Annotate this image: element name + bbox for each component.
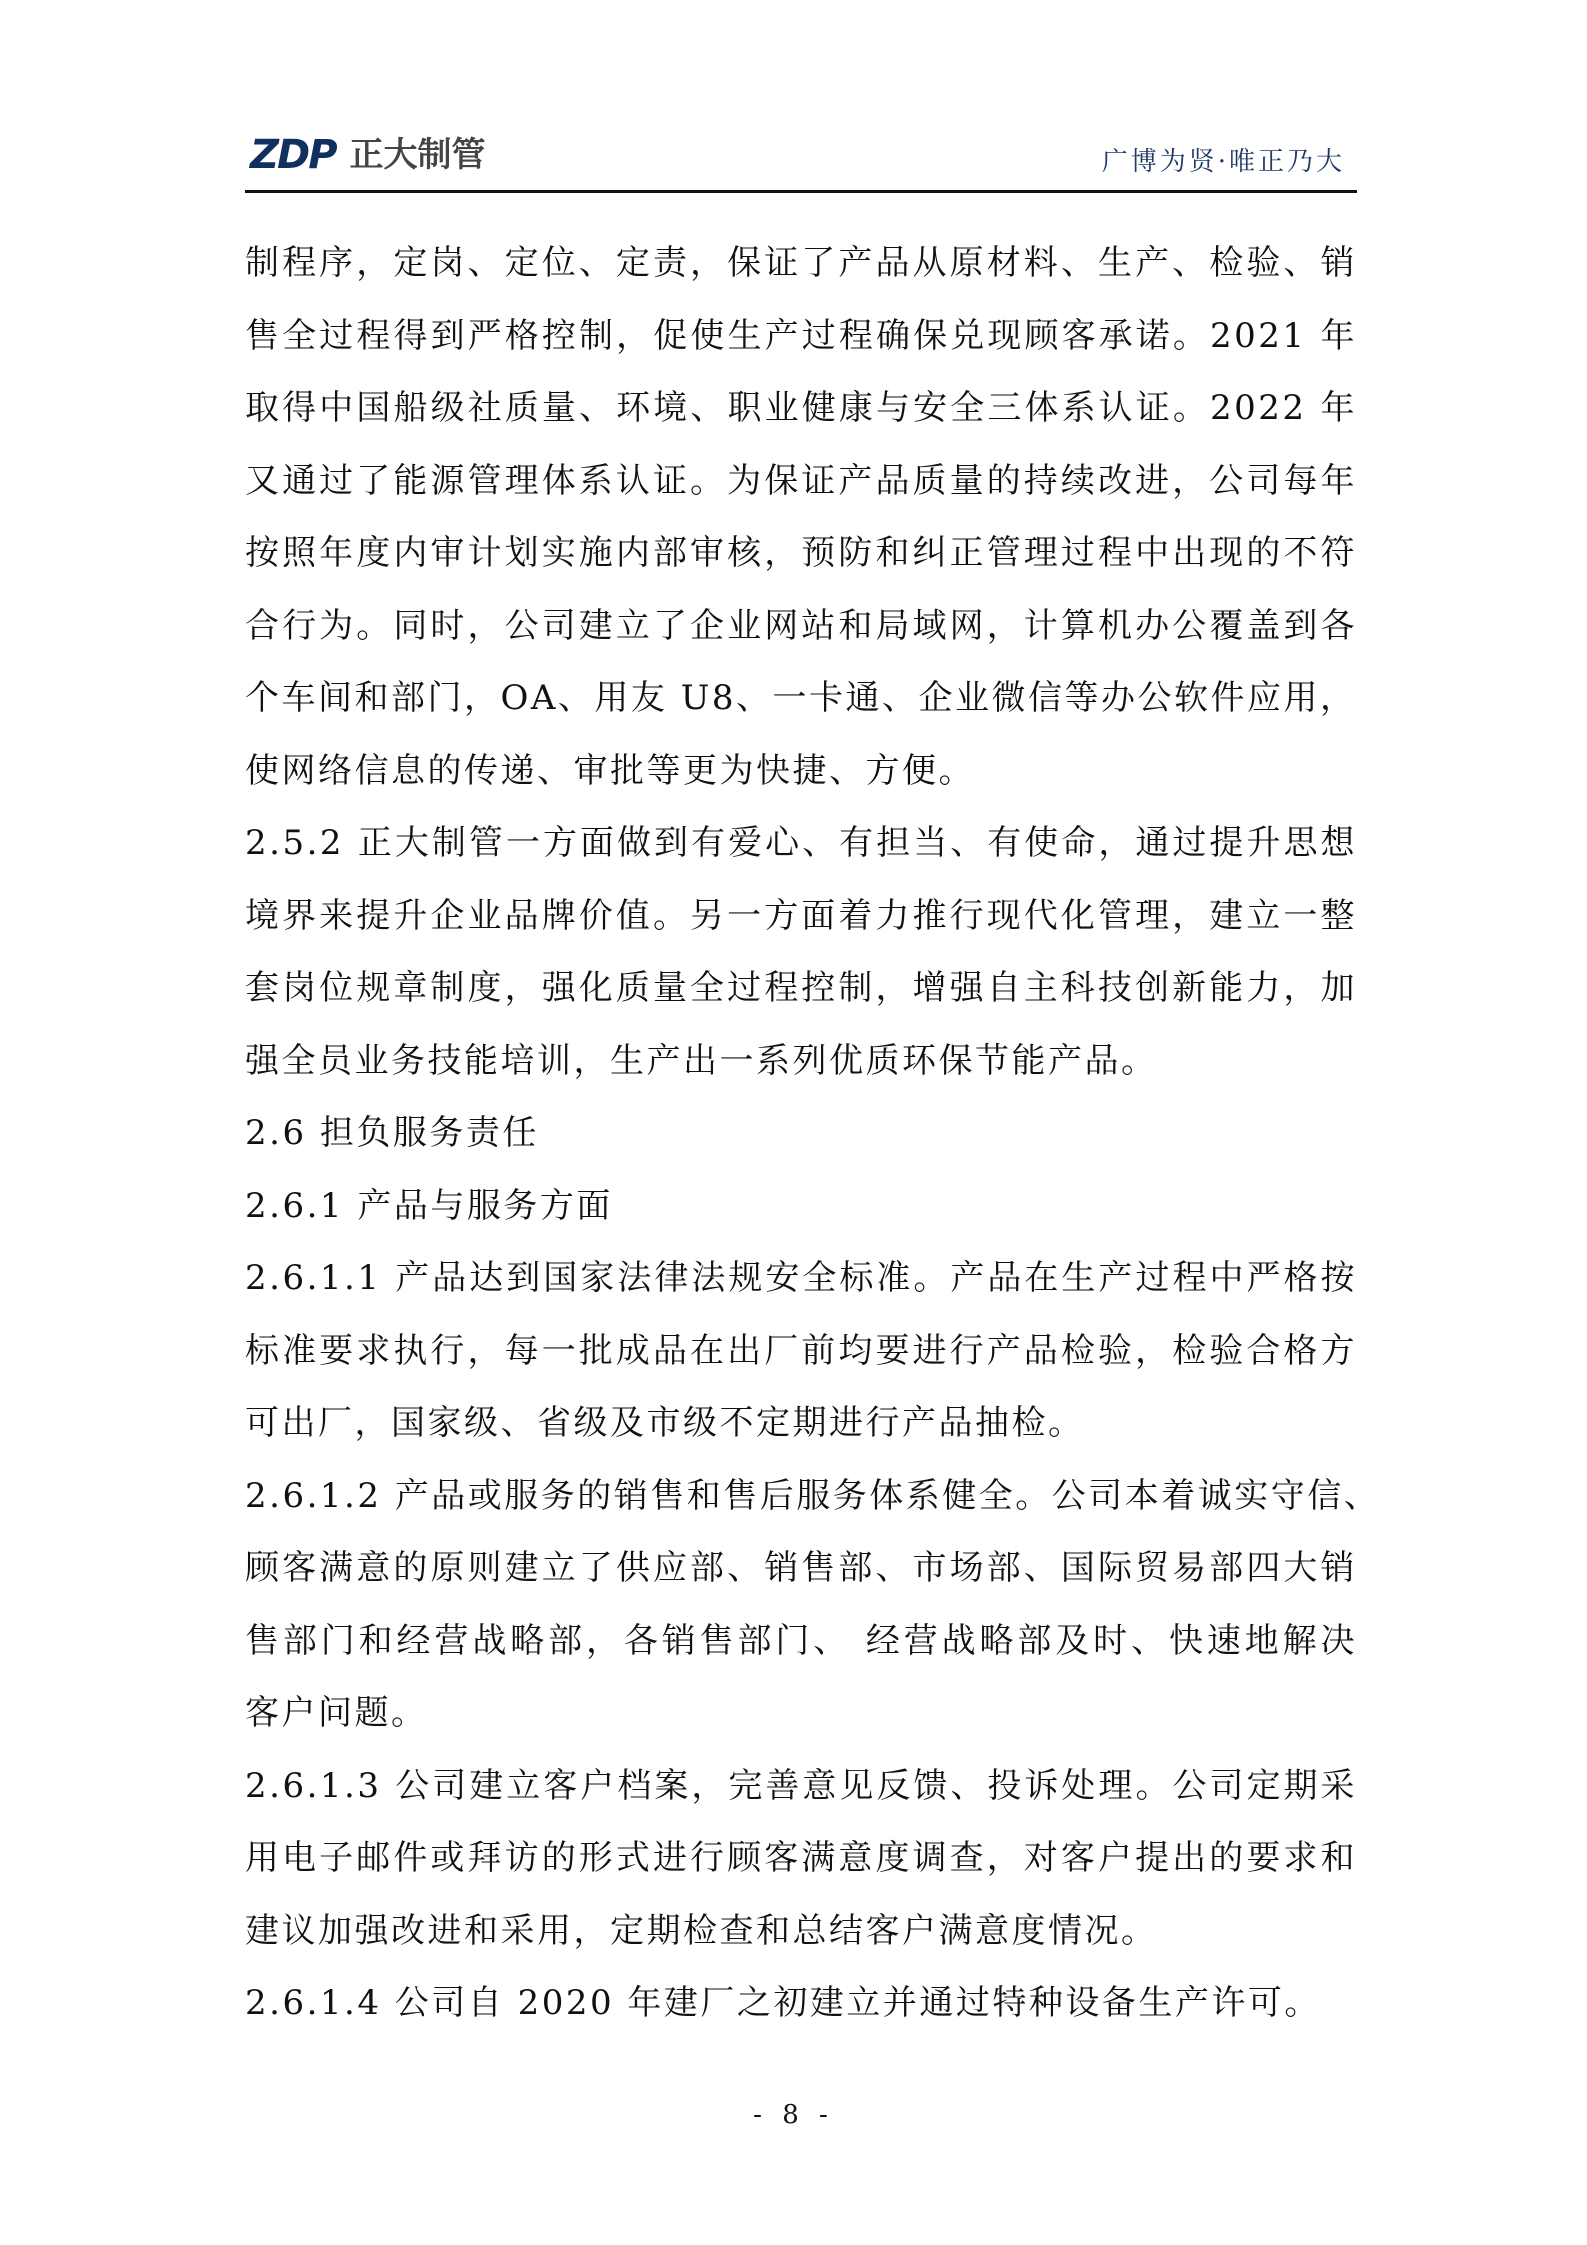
text-line: 取得中国船级社质量、环境、职业健康与安全三体系认证。2022 年 — [245, 388, 1357, 428]
text-line: 合行为。同时，公司建立了企业网站和局域网，计算机办公覆盖到各 — [245, 605, 1357, 646]
text-line: 使网络信息的传递、审批等更为快捷、方便。 — [245, 750, 975, 791]
text-line: 按照年度内审计划实施内部审核，预防和纠正管理过程中出现的不符 — [245, 533, 1357, 573]
text-line: 2.6.1.4 公司自 2020 年建厂之初建立并通过特种设备生产许可。 — [245, 1983, 1321, 2023]
text-line: 可出厂，国家级、省级及市级不定期进行产品抽检。 — [245, 1403, 1085, 1443]
text-line: 强全员业务技能培训，生产出一系列优质环保节能产品。 — [245, 1040, 1158, 1081]
text-line: 套岗位规章制度，强化质量全过程控制，增强自主科技创新能力，加 — [245, 968, 1357, 1008]
text-line: 顾客满意的原则建立了供应部、销售部、市场部、国际贸易部四大销 — [245, 1548, 1357, 1588]
document-body — [245, 227, 1381, 2040]
text-line: 2.6.1.2 产品或服务的销售和售后服务体系健全。公司本着诚实守信、 — [245, 1475, 1381, 1516]
text-line: 2.6.1.1 产品达到国家法律法规安全标准。产品在生产过程中严格按 — [245, 1258, 1357, 1298]
text-line: 标准要求执行，每一批成品在出厂前均要进行产品检验，检验合格方 — [245, 1330, 1357, 1371]
text-line: 建议加强改进和采用，定期检查和总结客户满意度情况。 — [245, 1910, 1158, 1951]
header-divider — [245, 190, 1357, 193]
page-header — [245, 125, 1357, 185]
text-line: 又通过了能源管理体系认证。为保证产品质量的持续改进，公司每年 — [245, 460, 1357, 501]
text-line: 2.6.1 产品与服务方面 — [245, 1185, 613, 1226]
text-line: 2.5.2 正大制管一方面做到有爱心、有担当、有使命，通过提升思想 — [245, 823, 1357, 863]
text-line: 制程序，定岗、定位、定责，保证了产品从原材料、生产、检验、销 — [245, 243, 1357, 283]
text-line: 2.6 担负服务责任 — [245, 1113, 539, 1153]
text-line: 2.6.1.3 公司建立客户档案，完善意见反馈、投诉处理。公司定期采 — [245, 1765, 1357, 1806]
text-line: 用电子邮件或拜访的形式进行顾客满意度调查，对客户提出的要求和 — [245, 1838, 1357, 1878]
page-number: - 8 - — [753, 2100, 834, 2130]
text-line: 售全过程得到严格控制，促使生产过程确保兑现顾客承诺。2021 年 — [245, 315, 1357, 356]
logo-mark: ZDP — [250, 132, 336, 178]
text-line: 售部门和经营战略部，各销售部门、 经营战略部及时、快速地解决 — [245, 1620, 1357, 1661]
text-line: 个车间和部门，OA、用友 U8、一卡通、企业微信等办公软件应用， — [245, 678, 1357, 718]
company-logo — [250, 132, 486, 178]
header-tagline: 广博为贤·唯正乃大 — [1101, 147, 1345, 177]
text-line: 客户问题。 — [245, 1693, 428, 1733]
text-line: 境界来提升企业品牌价值。另一方面着力推行现代化管理，建立一整 — [245, 895, 1357, 936]
logo-name: 正大制管 — [349, 135, 486, 175]
